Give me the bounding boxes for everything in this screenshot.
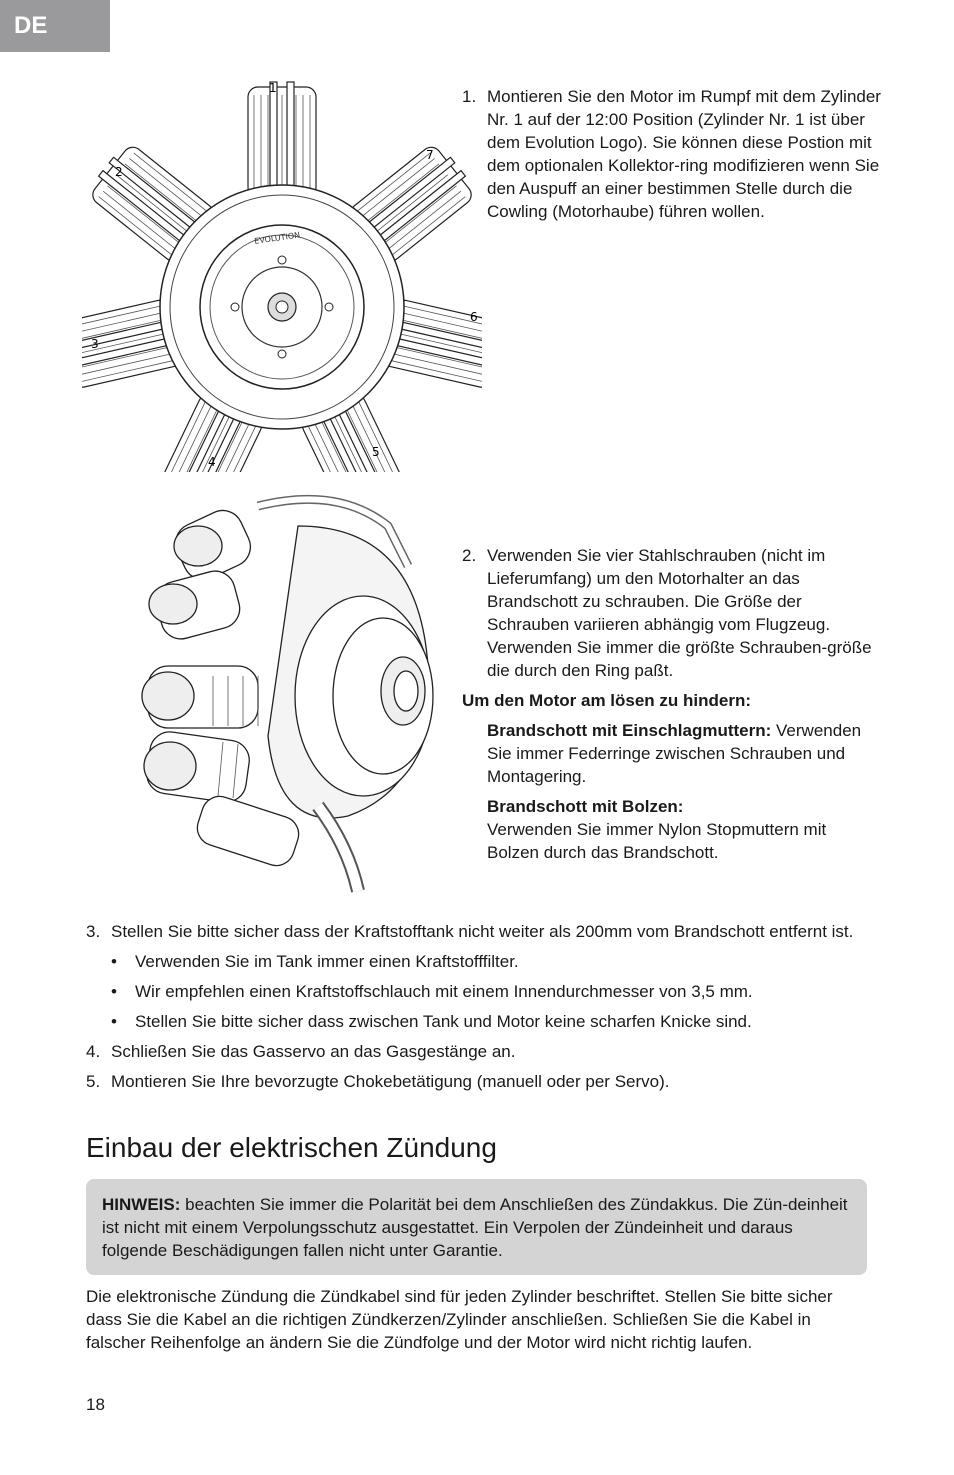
step-number: 5. xyxy=(86,1072,101,1091)
engine-front-view-illustration xyxy=(82,72,482,472)
fastening-item-bolts xyxy=(462,795,882,864)
bullet-item xyxy=(86,950,876,973)
step-text: Montieren Sie den Motor im Rumpf mit dem Zylinder Nr. 1 auf der 12:00 Position (Zylinder Nr. 1 ist über dem Evolution Logo). Sie können diese Postion mit dem optionalen Kollektor-ring modifizieren wenn Sie den Auspuff an einer bestimmen Stelle durch die Cowling (Motorhaube) führen wollen. xyxy=(487,87,881,221)
bullet-icon: • xyxy=(111,982,117,1001)
fastening-heading: Um den Motor am lösen zu hindern: xyxy=(462,691,752,710)
step-4 xyxy=(86,1040,876,1063)
section-heading: Einbau der elektrischen Zündung xyxy=(86,1132,497,1163)
bullet-text: Stellen Sie bitte sicher dass zwischen Tank und Motor keine scharfen Knicke sind. xyxy=(135,1012,752,1031)
cylinder-label-1: 1 xyxy=(269,81,277,95)
cylinder-label-3: 3 xyxy=(91,337,99,351)
bullet-text: Wir empfehlen einen Kraftstoffschlauch mit einem Innendurchmesser von 3,5 mm. xyxy=(135,982,753,1001)
fastening-item-label: Brandschott mit Bolzen: xyxy=(487,797,684,816)
step-text: Montieren Sie Ihre bevorzugte Chokebetätigung (manuell oder per Servo). xyxy=(111,1072,670,1091)
bullet-item xyxy=(86,1010,876,1033)
engine-cylinder xyxy=(248,82,316,202)
ignition-paragraph: Die elektronische Zündung die Zündkabel sind für jeden Zylinder beschriftet. Stellen Sie bitte sicher dass Sie die Kabel an die richtigen Zündkerzen/Zylinder anschließen. Schließen Sie die Kabel in falscher Reihenfolge an ändern Sie die Zündfolge und der Motor wird nicht richtig laufen. xyxy=(86,1287,833,1352)
cylinder-label-5: 5 xyxy=(372,445,380,459)
cylinder-label-2: 2 xyxy=(115,165,123,179)
bullet-icon: • xyxy=(111,1012,117,1031)
bullet-text: Verwenden Sie im Tank immer einen Kraftstofffilter. xyxy=(135,952,519,971)
notice-text: beachten Sie immer die Polarität bei dem Anschließen des Zündakkus. Die Zün-deinheit ist nicht mit einem Verpolungsschutz ausgestattet. Ein Verpolen der Zündeinheit und daraus folgende Beschädigungen fallen nicht unter Garantie. xyxy=(102,1195,848,1260)
page-number: 18 xyxy=(86,1395,105,1414)
fastening-item-label: Brandschott mit Einschlagmuttern: xyxy=(487,721,772,740)
evolution-logo-text: EVOLUTION xyxy=(253,230,301,246)
step-number: 1. xyxy=(462,87,477,106)
notice-label: HINWEIS: xyxy=(102,1195,181,1214)
cylinder-label-4: 4 xyxy=(208,455,216,469)
bullet-icon: • xyxy=(111,952,117,971)
bullet-item xyxy=(86,980,876,1003)
step-5 xyxy=(86,1070,876,1093)
step-text: Stellen Sie bitte sicher dass der Kraftstofftank nicht weiter als 200mm vom Brandschott entfernt ist. xyxy=(111,922,854,941)
engine-mount-perspective-illustration xyxy=(118,486,448,900)
fastening-item-text: Verwenden Sie immer Federringe zwischen Schrauben und Montagering. xyxy=(487,721,862,786)
step-1 xyxy=(462,85,882,223)
language-tab xyxy=(0,0,110,52)
cylinder-label-6: 6 xyxy=(470,310,478,324)
language-tab-label: DE xyxy=(14,12,48,39)
step-3 xyxy=(86,920,876,943)
cylinder-label-7: 7 xyxy=(426,148,434,162)
step-number: 4. xyxy=(86,1042,101,1061)
fastening-item-nuts xyxy=(462,719,882,788)
fastening-item-text: Verwenden Sie immer Nylon Stopmuttern mit Bolzen durch das Brandschott. xyxy=(487,820,827,862)
step-number: 2. xyxy=(462,546,477,565)
step-text: Schließen Sie das Gasservo an das Gasgestänge an. xyxy=(111,1042,516,1061)
steps-lower xyxy=(86,920,876,1093)
step-2-block xyxy=(462,544,882,864)
notice-box xyxy=(86,1179,867,1275)
step-text: Verwenden Sie vier Stahlschrauben (nicht im Lieferumfang) um den Motorhalter an das Brandschott zu schrauben. Die Größe der Schrauben variieren abhängig vom Flugzeug. Verwenden Sie immer die größte Schrauben-größe die durch den Ring paßt. xyxy=(487,546,872,680)
step-number: 3. xyxy=(86,922,101,941)
